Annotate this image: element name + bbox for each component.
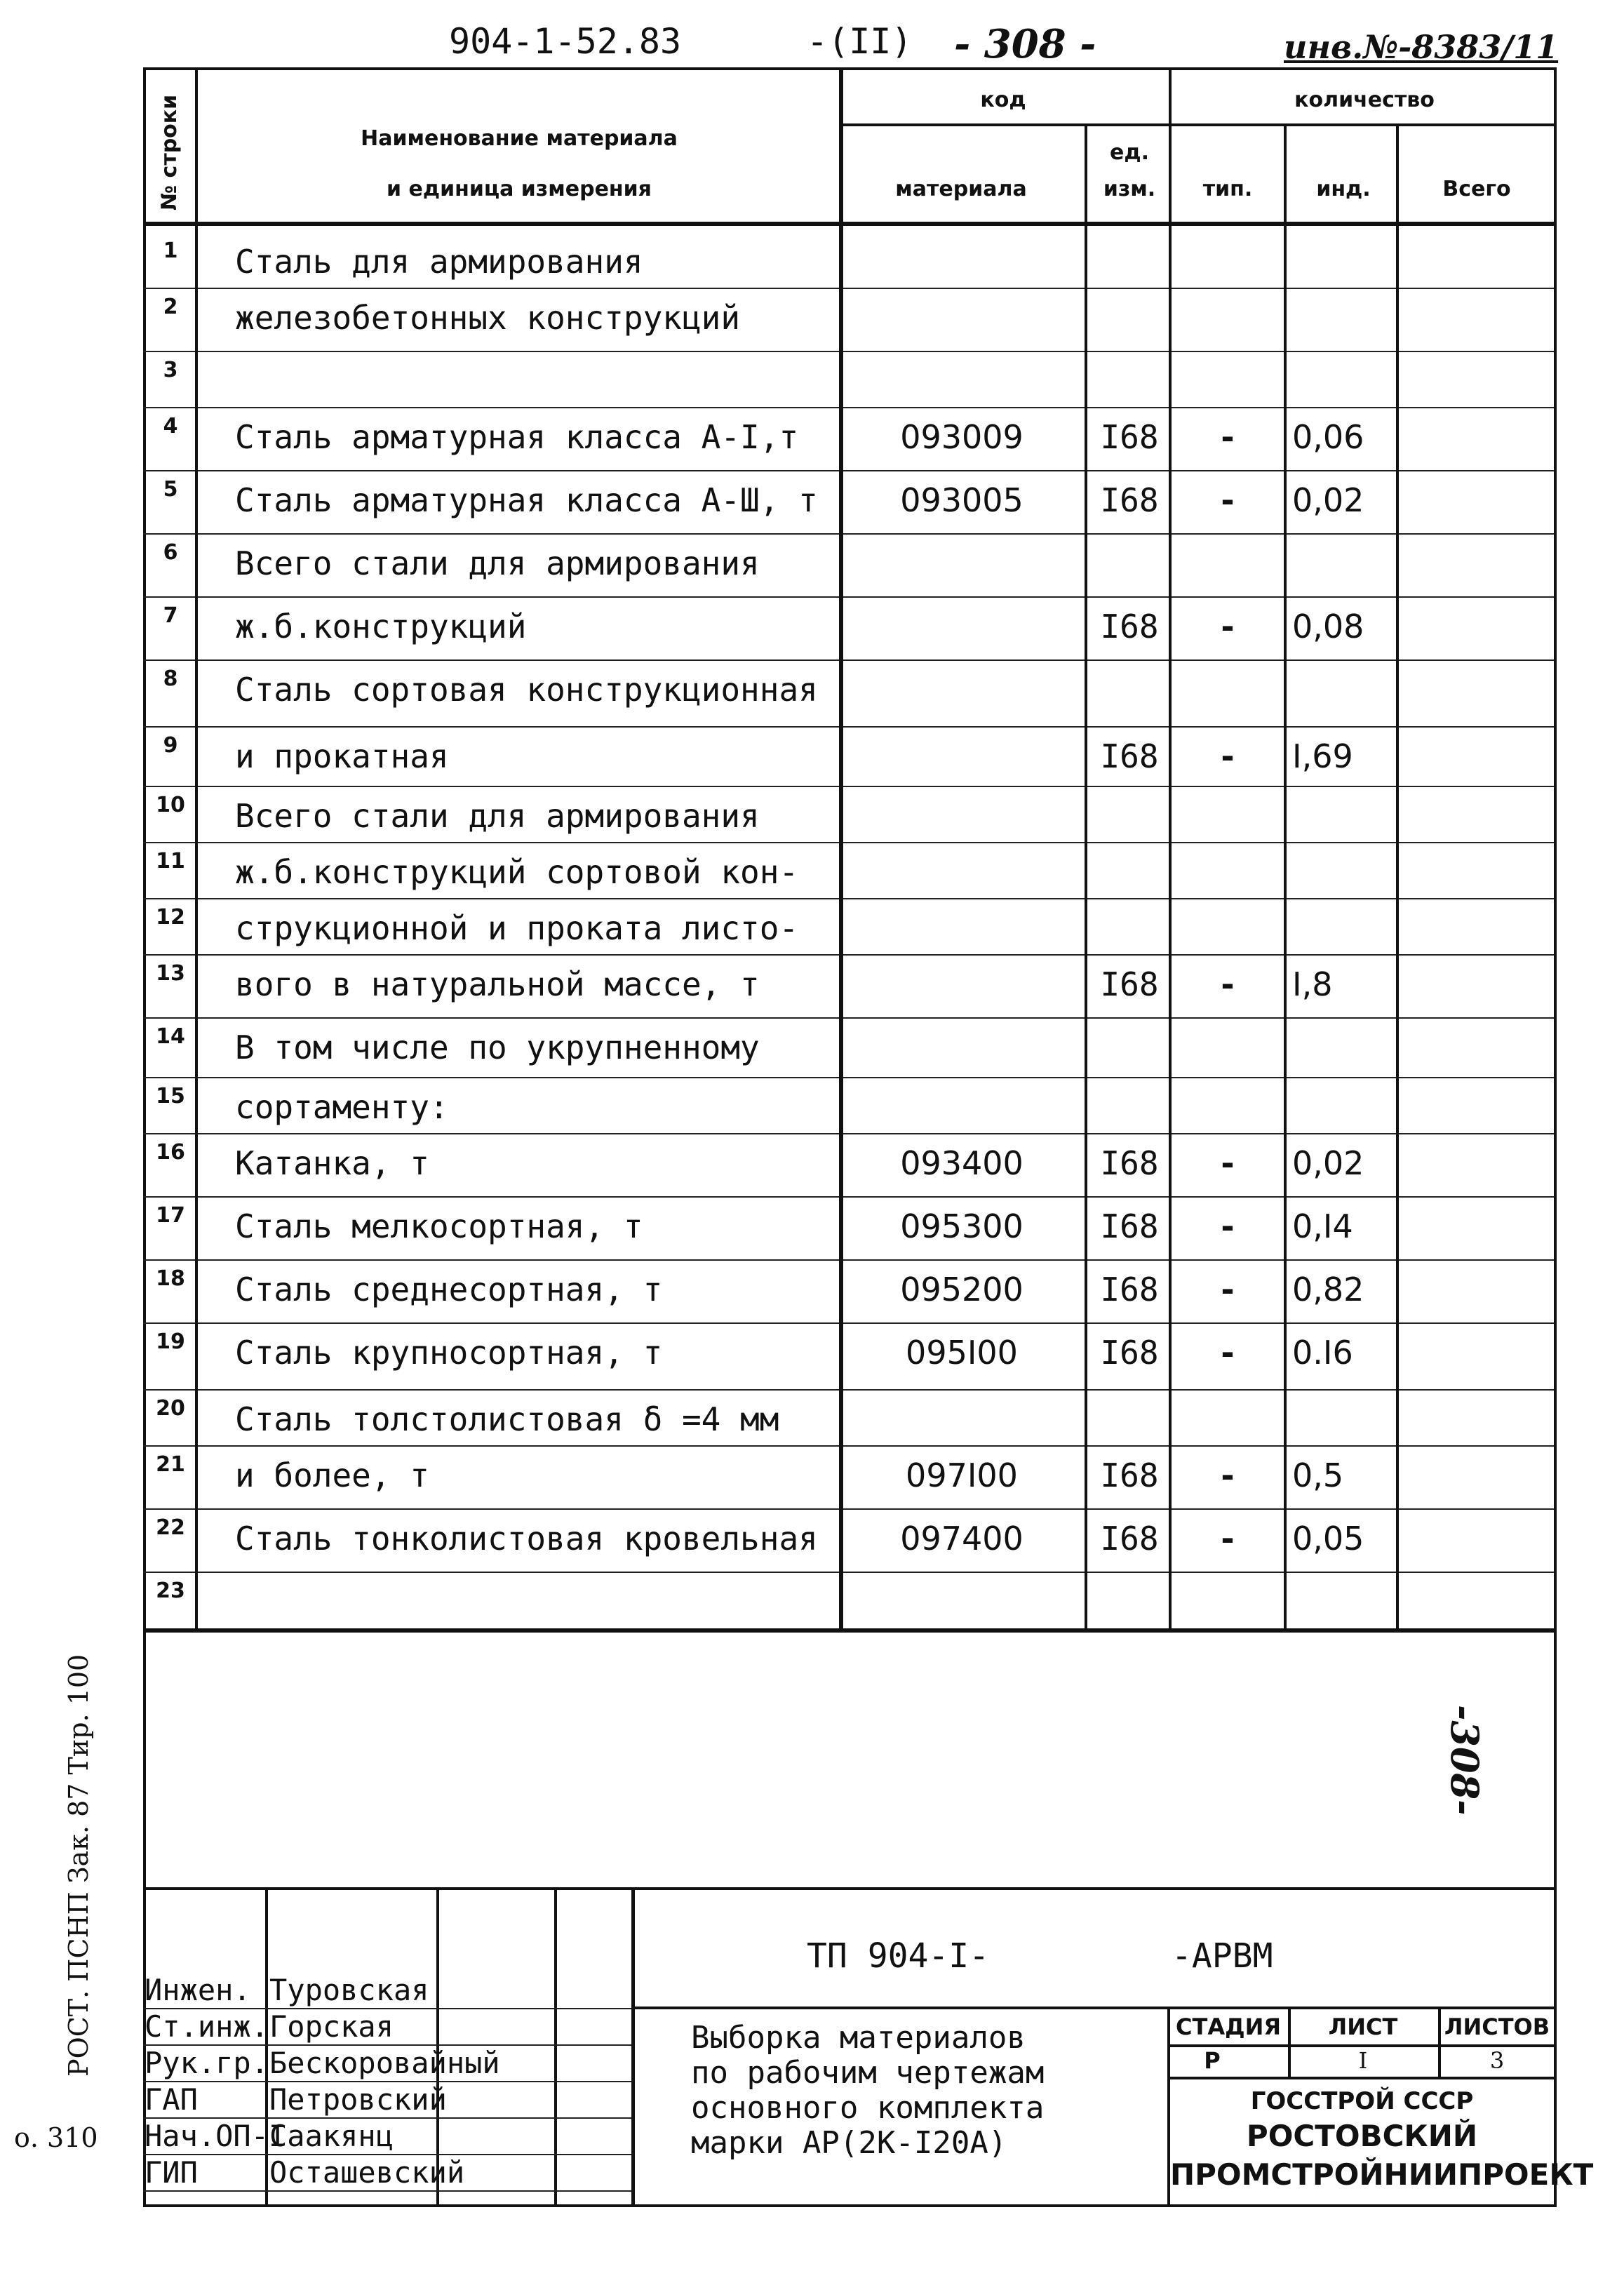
sheets-label: ЛИСТОВ: [1444, 2014, 1550, 2040]
unit-code: I68: [1100, 1207, 1159, 1245]
drawing-mark: -АРВМ: [1172, 1936, 1273, 1976]
qty-typ: -: [1218, 1334, 1237, 1372]
row-divider: [143, 1077, 1554, 1078]
row-number: 23: [156, 1579, 185, 1603]
stamp-person-name: Бескоровайный: [269, 2046, 500, 2080]
row-number: 21: [156, 1452, 185, 1477]
qty-typ: -: [1218, 1144, 1237, 1182]
material-name-header-2: и единица измерения: [387, 177, 652, 201]
stamp-col-3: [554, 1887, 557, 2207]
row-number: 2: [163, 295, 178, 319]
header-divider-mid: [839, 123, 1554, 126]
unit-code: I68: [1100, 481, 1159, 519]
row-number: 22: [156, 1515, 185, 1540]
col-line-ind: [1396, 123, 1399, 1628]
row-divider: [143, 407, 1554, 408]
material-name: Сталь крупносортная, т: [235, 1334, 663, 1372]
stamp-person-line: [143, 2190, 631, 2192]
qty-typ: -: [1218, 965, 1237, 1003]
material-name: Катанка, т: [235, 1144, 429, 1182]
qty-ind: 0,08: [1292, 608, 1364, 645]
material-name: Всего стали для армирования: [235, 797, 760, 835]
material-name: Сталь арматурная класса А-Ш, т: [235, 481, 818, 519]
qty-ind: 0.I6: [1292, 1334, 1353, 1372]
row-divider: [143, 726, 1554, 728]
qty-ind: I,8: [1292, 965, 1333, 1003]
row-number: 10: [156, 793, 185, 817]
stamp-role: Ст.инж.: [145, 2009, 269, 2044]
qty-ind: 0,I4: [1292, 1207, 1353, 1245]
qty-ind-header: инд.: [1316, 177, 1371, 201]
qty-ind: 0,82: [1292, 1271, 1364, 1308]
stamp-person-name: Осташевский: [269, 2155, 465, 2190]
material-name: ж.б.конструкций сортовой кон-: [235, 853, 799, 891]
col-line-rownum: [195, 67, 198, 1628]
qty-ind: 0,02: [1292, 481, 1364, 519]
page-number: - 308 -: [954, 21, 1096, 67]
stamp-top-line: [143, 1887, 1554, 1890]
code-material-header: материала: [895, 177, 1027, 201]
material-name: струкционной и проката листо-: [235, 909, 799, 947]
row-number: 4: [163, 414, 178, 438]
qty-typ: -: [1218, 608, 1237, 645]
material-name: ж.б.конструкций: [235, 608, 527, 645]
unit-code: I68: [1100, 1271, 1159, 1308]
stamp-title-line: [631, 2007, 1554, 2009]
stamp-role: Инжен.: [145, 1973, 251, 2007]
material-name: Сталь арматурная класса А-I,т: [235, 418, 799, 456]
row-divider: [143, 1445, 1554, 1447]
material-name: Сталь сортовая конструкционная: [235, 671, 818, 709]
stamp-person-name: Петровский: [269, 2082, 447, 2117]
material-name: вого в натуральной массе, т: [235, 965, 760, 1003]
material-name: Сталь среднесортная, т: [235, 1271, 663, 1308]
code-group-header: код: [980, 88, 1026, 112]
row-number: 9: [163, 733, 178, 758]
qty-ind: 0,5: [1292, 1456, 1344, 1494]
row-divider: [143, 351, 1554, 352]
row-divider: [143, 470, 1554, 471]
row-number: 13: [156, 961, 185, 986]
col-line-unit: [1169, 67, 1172, 1628]
row-number: 8: [163, 666, 178, 691]
unit-code: I68: [1100, 1520, 1159, 1557]
material-name: железобетонных конструкций: [235, 299, 741, 337]
document-code: 904-1-52.83: [449, 21, 682, 62]
material-code: 095I00: [906, 1334, 1018, 1372]
row-number: 14: [156, 1024, 185, 1049]
unit-code: I68: [1100, 965, 1159, 1003]
quantity-group-header: количество: [1294, 88, 1435, 112]
qty-typ: -: [1218, 1271, 1237, 1308]
qty-typ: -: [1218, 418, 1237, 456]
row-divider: [143, 1322, 1554, 1324]
unit-code: I68: [1100, 1144, 1159, 1182]
qty-typ: -: [1218, 737, 1237, 775]
sheet-value: I: [1358, 2047, 1368, 2074]
material-name: Всего стали для армирования: [235, 544, 760, 582]
header-divider-bottom: [143, 222, 1554, 226]
row-number: 1: [163, 239, 178, 263]
row-number: 7: [163, 603, 178, 628]
col-line-code: [1085, 123, 1087, 1628]
row-number: 3: [163, 358, 178, 382]
row-divider: [143, 786, 1554, 787]
row-number: 17: [156, 1203, 185, 1228]
stamp-person-name: Горская: [269, 2009, 394, 2044]
print-order-note: РОСТ. ПСНП Зак. 87 Тир. 100: [63, 1654, 94, 2077]
row-number: 11: [156, 849, 185, 873]
unit-code: I68: [1100, 418, 1159, 456]
qty-ind: 0,02: [1292, 1144, 1364, 1182]
material-name-header-1: Наименование материала: [361, 126, 678, 151]
row-divider: [143, 596, 1554, 598]
org-line-2: РОСТОВСКИЙ: [1246, 2119, 1478, 2153]
qty-ind: I,69: [1292, 737, 1353, 775]
qty-typ: -: [1218, 1207, 1237, 1245]
sheet-frame: [143, 67, 1594, 2207]
row-number-header: № строки: [157, 94, 182, 210]
col-line-name: [839, 67, 843, 1628]
stamp-role: ГИП: [145, 2155, 198, 2190]
row-divider: [143, 659, 1554, 661]
margin-page-number: -308-: [1442, 1705, 1487, 1816]
qty-total-header: Всего: [1442, 177, 1511, 201]
stamp-col-4: [631, 1887, 635, 2207]
row-divider: [143, 1259, 1554, 1261]
unit-code: I68: [1100, 1334, 1159, 1372]
stamp-stage-line-2: [1167, 2077, 1554, 2079]
material-name: и прокатная: [235, 737, 449, 775]
unit-code: I68: [1100, 608, 1159, 645]
row-divider: [143, 842, 1554, 843]
row-number: 18: [156, 1266, 185, 1291]
qty-typ: -: [1218, 1520, 1237, 1557]
row-divider: [143, 954, 1554, 956]
material-name: Сталь для армирования: [235, 243, 643, 281]
unit-code: I68: [1100, 737, 1159, 775]
stage-value: Р: [1204, 2047, 1221, 2074]
row-divider: [143, 533, 1554, 535]
row-divider: [143, 1196, 1554, 1198]
row-divider: [143, 1133, 1554, 1134]
material-code: 093400: [900, 1144, 1024, 1182]
document-part: -(II): [807, 21, 913, 62]
stamp-role: Рук.гр.: [145, 2046, 269, 2080]
row-number: 16: [156, 1140, 185, 1165]
material-code: 093009: [900, 418, 1024, 456]
stamp-person-name: Туровская: [269, 1973, 429, 2007]
inventory-number: инв.№-8383/11: [1284, 28, 1559, 66]
row-number: 15: [156, 1084, 185, 1108]
material-name: Сталь толстолистовая δ =4 мм: [235, 1400, 779, 1438]
material-code: 097I00: [906, 1456, 1018, 1494]
qty-typ: -: [1218, 481, 1237, 519]
row-divider: [143, 1389, 1554, 1391]
row-number: 5: [163, 477, 178, 502]
org-line-1: ГОССТРОЙ СССР: [1250, 2087, 1474, 2115]
stage-label: СТАДИЯ: [1176, 2014, 1281, 2040]
row-divider: [143, 1572, 1554, 1573]
project-number: ТП 904-I-: [807, 1936, 990, 1976]
unit-header-1: ед.: [1110, 140, 1149, 165]
row-divider: [143, 1017, 1554, 1019]
row-divider: [143, 898, 1554, 899]
material-name: сортаменту:: [235, 1088, 449, 1126]
sheet-label: ЛИСТ: [1328, 2014, 1398, 2040]
row-divider: [143, 1508, 1554, 1510]
qty-ind: 0,05: [1292, 1520, 1364, 1557]
qty-typ-header: тип.: [1202, 177, 1253, 201]
col-line-typ: [1284, 123, 1287, 1628]
material-code: 093005: [900, 481, 1024, 519]
row-number: 20: [156, 1396, 185, 1421]
unit-header-2: изм.: [1103, 177, 1156, 201]
material-name: Сталь тонколистовая кровельная: [235, 1520, 818, 1557]
unit-code: I68: [1100, 1456, 1159, 1494]
stamp-role: ГАП: [145, 2082, 198, 2117]
row-divider: [143, 288, 1554, 289]
sheets-value: 3: [1489, 2047, 1505, 2074]
row-number: 12: [156, 905, 185, 930]
material-name: Сталь мелкосортная, т: [235, 1207, 643, 1245]
qty-typ: -: [1218, 1456, 1237, 1494]
org-line-3: ПРОМСТРОЙНИИПРОЕКТ: [1170, 2157, 1594, 2192]
stamp-person-name: Саакянц: [269, 2119, 394, 2153]
table-bottom-line: [143, 1628, 1554, 1633]
qty-ind: 0,06: [1292, 418, 1364, 456]
material-name: В том числе по укрупненному: [235, 1029, 760, 1066]
material-name: и более, т: [235, 1456, 429, 1494]
material-code: 095200: [900, 1271, 1024, 1308]
print-code-note: о. 310: [14, 2122, 98, 2153]
row-number: 19: [156, 1329, 185, 1354]
material-code: 095300: [900, 1207, 1024, 1245]
stamp-title: Выборка материалов по рабочим чертежам основного комплекта марки АР(2К-I20А): [691, 2020, 1045, 2161]
stamp-role: Нач.ОП-I: [145, 2119, 287, 2153]
row-number: 6: [163, 540, 178, 565]
material-code: 097400: [900, 1520, 1024, 1557]
